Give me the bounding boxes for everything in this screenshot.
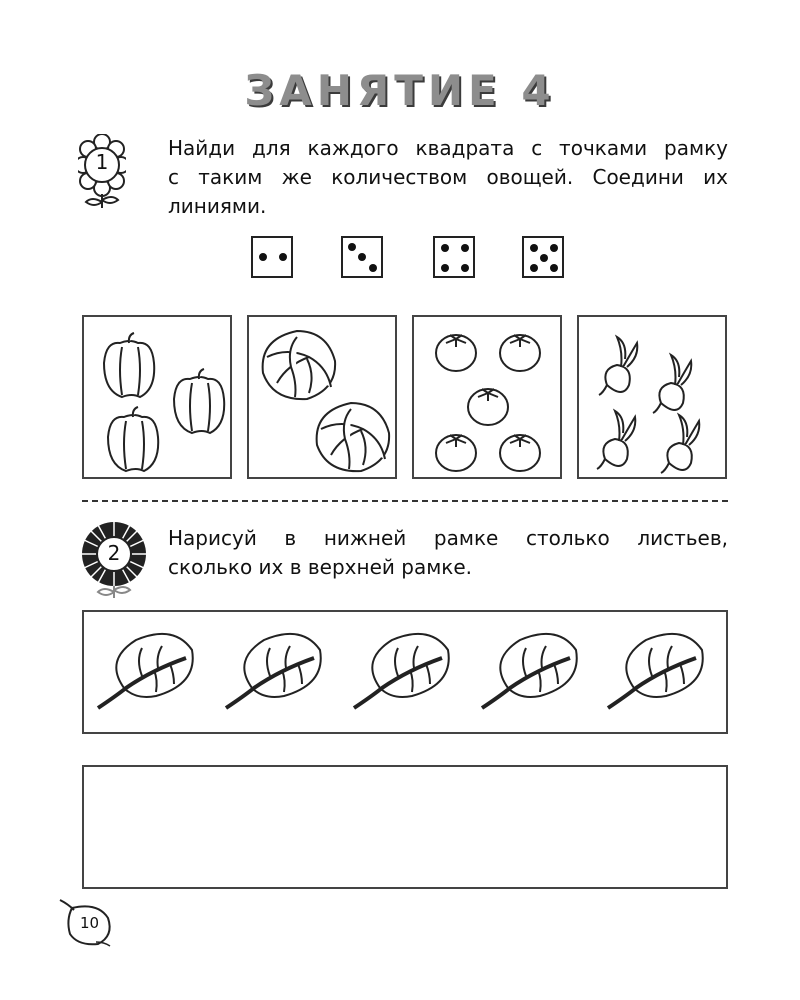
task1-line: с таким же количеством овощей. Соедини их	[168, 165, 728, 189]
dice-two[interactable]	[251, 236, 293, 278]
cabbage-icon	[249, 317, 395, 477]
dice-four[interactable]	[433, 236, 475, 278]
task2-number: 2	[107, 541, 121, 565]
page-number-badge	[58, 898, 116, 948]
page-number: 10	[80, 914, 100, 932]
box-radishes[interactable]	[577, 315, 727, 479]
task1-instruction	[168, 134, 728, 221]
task1-number: 1	[95, 150, 109, 174]
task2-line: Нарисуй в нижней рамке столько листьев,	[168, 526, 728, 550]
leaves-drawing-area[interactable]	[82, 765, 728, 889]
dice-five[interactable]	[522, 236, 564, 278]
bell-pepper-icon	[84, 317, 230, 477]
task1-line: Найди для каждого квадрата с точками рамку	[168, 136, 728, 160]
task1-line: линиями.	[168, 194, 267, 218]
box-bell-peppers[interactable]	[82, 315, 232, 479]
dice-three[interactable]	[341, 236, 383, 278]
leaf-icon	[352, 630, 456, 712]
lesson-title: ЗАНЯТИЕ 4	[244, 66, 556, 115]
box-cabbages[interactable]	[247, 315, 397, 479]
task2-instruction	[168, 524, 728, 582]
leaf-icon	[480, 630, 584, 712]
leaf-icon	[96, 630, 200, 712]
radish-icon	[579, 317, 725, 477]
leaf-icon	[224, 630, 328, 712]
leaf-icon	[606, 630, 710, 712]
task2-line: сколько их в верхней рамке.	[168, 555, 473, 579]
box-tomatoes[interactable]	[412, 315, 562, 479]
section-divider	[82, 500, 728, 502]
tomato-icon	[414, 317, 560, 477]
